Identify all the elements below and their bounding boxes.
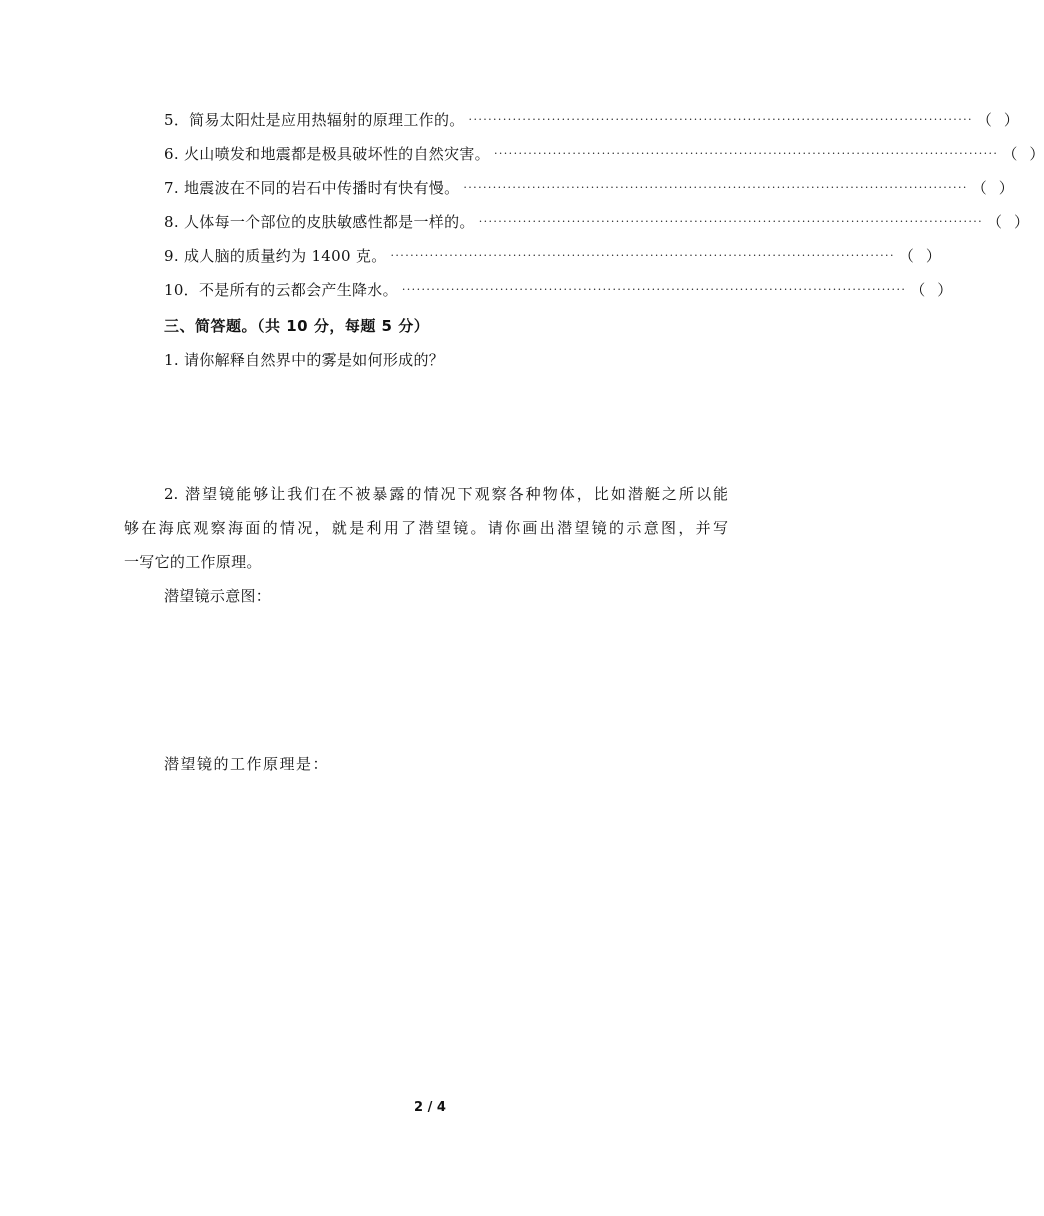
true-false-item-10 <box>164 278 953 302</box>
page-number: 2 / 4 <box>414 1100 446 1115</box>
paren-close: ） <box>937 281 953 299</box>
diagram-label: 潜望镜示意图： <box>164 587 272 605</box>
dot-leader: ······································································································· <box>468 113 973 126</box>
answer-area-q1[interactable] <box>124 378 728 474</box>
true-false-item-6 <box>164 142 1044 166</box>
true-false-item-9 <box>164 244 941 268</box>
paren-open: （ <box>898 247 914 265</box>
answer-blank[interactable] <box>899 244 941 268</box>
dot-leader: ······································································································· <box>463 181 968 194</box>
dot-leader: ······································································································· <box>390 249 895 262</box>
question-1: 1. 请你解释自然界中的雾是如何形成的？ <box>164 351 445 369</box>
item-text: 7. 地震波在不同的岩石中传播时有快有慢。 <box>164 179 460 197</box>
paren-close: ） <box>1003 111 1019 129</box>
answer-blank[interactable] <box>972 176 1014 200</box>
question-2-line-1: 2. 潜望镜能够让我们在不被暴露的情况下观察各种物体，比如潜艇之所以能 <box>164 485 728 503</box>
paren-open: （ <box>910 281 926 299</box>
dot-leader: ······································································································· <box>478 215 984 228</box>
answer-blank[interactable] <box>910 278 952 302</box>
question-2-line-3: 一写它的工作原理。 <box>124 553 262 571</box>
diagram-area[interactable] <box>124 614 728 744</box>
section-heading: 三、简答题。（共 10 分，每题 5 分） <box>164 317 430 335</box>
paren-close: ） <box>1014 213 1030 231</box>
paren-open: （ <box>987 213 1003 231</box>
true-false-item-8 <box>164 210 1030 234</box>
item-text: 9. 成人脑的质量约为 1400 克。 <box>164 247 387 265</box>
answer-blank[interactable] <box>977 108 1019 132</box>
paren-open: （ <box>971 179 987 197</box>
true-false-item-5 <box>164 108 1019 132</box>
answer-blank[interactable] <box>987 210 1029 234</box>
item-text: 6. 火山喷发和地震都是极具破坏性的自然灾害。 <box>164 145 490 163</box>
paren-close: ） <box>925 247 941 265</box>
answer-area-principle[interactable] <box>124 782 728 1072</box>
dot-leader: ······································································································· <box>493 147 999 160</box>
question-2-line-2: 够在海底观察海面的情况，就是利用了潜望镜。请你画出潜望镜的示意图，并写 <box>124 519 728 537</box>
paren-open: （ <box>1002 145 1018 163</box>
paren-close: ） <box>998 179 1014 197</box>
paren-close: ） <box>1029 145 1044 163</box>
item-text: 8. 人体每一个部位的皮肤敏感性都是一样的。 <box>164 213 475 231</box>
item-text: 5．简易太阳灶是应用热辐射的原理工作的。 <box>164 111 465 129</box>
principle-label: 潜望镜的工作原理是： <box>164 755 330 773</box>
answer-blank[interactable] <box>1002 142 1044 166</box>
dot-leader: ······································································································· <box>401 283 907 296</box>
paren-open: （ <box>976 111 992 129</box>
item-text: 10．不是所有的云都会产生降水。 <box>164 281 398 299</box>
true-false-item-7 <box>164 176 1014 200</box>
